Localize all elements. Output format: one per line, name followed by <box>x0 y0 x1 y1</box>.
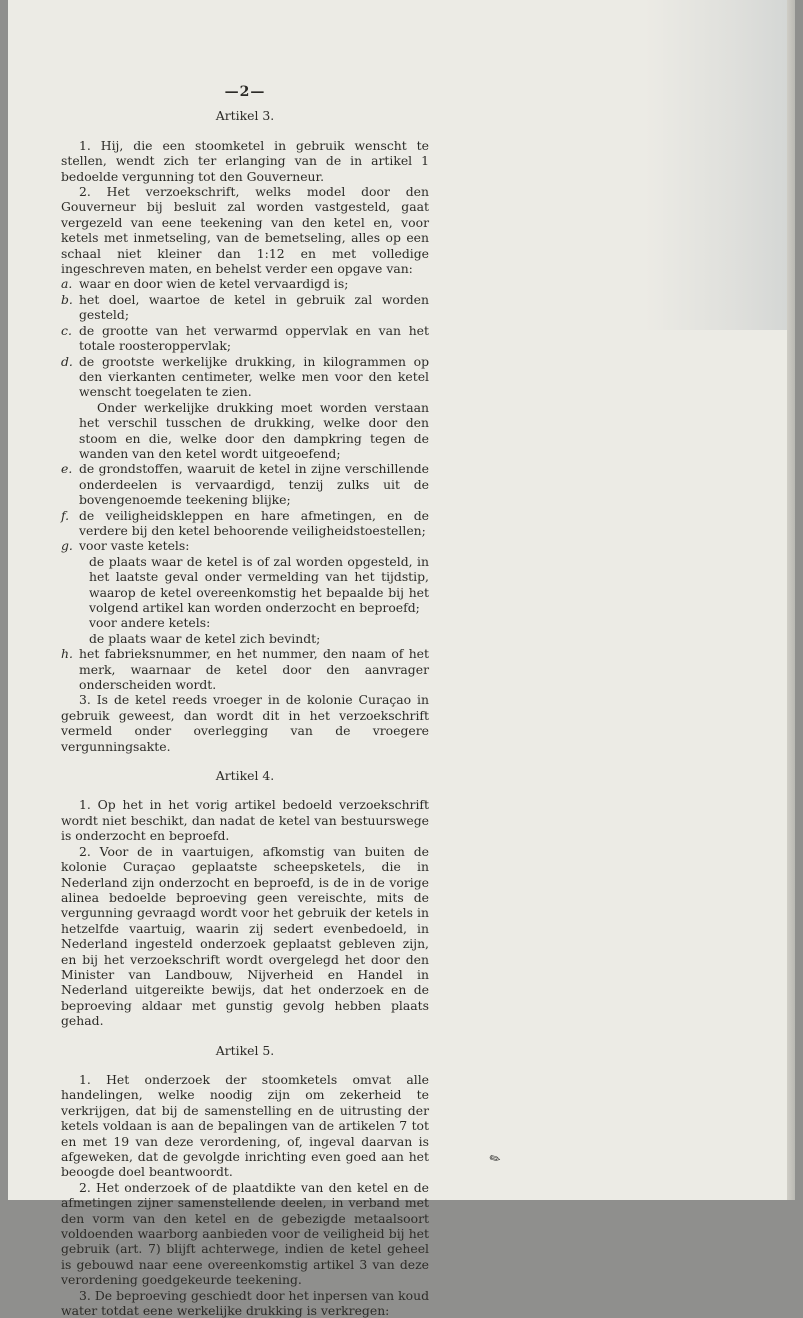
list-item: c. de grootte van het verwarmd oppervlak en van het totale roosteroppervlak; <box>61 322 429 354</box>
art4-paragraph-1: 1. Op het in het vorig artikel bedoeld verzoekschrift wordt niet beschikt, dan nadat de ketel van bestuurswege is onderzocht en beproefd. <box>61 797 429 844</box>
art4-paragraph-2: 2. Voor de in vaartuigen, afkomstig van buiten de kolonie Curaçao geplaatste scheepsketels, die in Nederland zijn onderzocht en beproefd, is de in de vorige alinea bedoelde beproeving geen vereischte, mits de vergunning gevraagd wordt voor het gebruik der ketels in hetzelfde vaartuig, waarin zij sedert evenbedoeld, in Nederland ingesteld onderzoek geplaatst gebleven zijn, en bij het verzoekschrift wordt overgelegd het door den Minister van Landbouw, Nijverheid en Handel in Nederland uitgereikte bewijs, dat het onderzoek en de beproeving aldaar met gunstig gevolg hebben plaats gehad. <box>61 843 429 1029</box>
page-number: —2— <box>224 84 266 100</box>
list-item: a. waar en door wien de ketel vervaardigd is; <box>61 276 349 292</box>
list-item: g. voor vaste ketels: <box>61 538 190 554</box>
page-edge <box>787 0 795 1200</box>
art5-paragraph-3: 3. De beproeving geschiedt door het inpersen van koud water totdat eene werkelijke drukking is verkregen: <box>61 1287 429 1318</box>
ink-speck-mark: ✎ <box>486 1150 504 1169</box>
document-text <box>61 85 429 1318</box>
art3-paragraph-3: 3. Is de ketel reeds vroeger in de kolonie Curaçao in gebruik geweest, dan wordt dit in het verzoekschrift vermeld onder overlegging van de vroegere vergunningsakte. <box>61 692 429 754</box>
list-item: e. de grondstoffen, waaruit de ketel in zijne verschillende onderdeelen is vervaardigd, tenzij zulks uit de bovengenoemde teekening blijke; <box>61 461 429 508</box>
article-5-heading: Artikel 5. <box>215 1042 275 1058</box>
art5-paragraph-1: 1. Het onderzoek der stoomketels omvat alle handelingen, welke noodig zijn om zekerheid te verkrijgen, dat bij de samenstelling en de uitrusting der ketels voldaan is aan de bepalingen van de artikelen 7 tot en met 19 van deze verordening, of, ingeval daarvan is afgeweken, dat de gevolgde inrichting even goed aan het beoogde doel beantwoordt. <box>61 1071 429 1180</box>
art3-paragraph-1: 1. Hij, die een stoomketel in gebruik wenscht te stellen, wendt zich ter erlanging van de in artikel 1 bedoelde vergunning tot den Gouverneur. <box>61 137 429 184</box>
art3-paragraph-2: 2. Het verzoekschrift, welks model door den Gouverneur bij besluit zal worden vastgesteld, gaat vergezeld van eene teekening van den ketel en, voor ketels met inmetseling, van de bemetseling, alles op een schaal niet kleiner dan 1:12 en met volledige ingeschreven maten, en behelst verder een opgave van: <box>61 184 429 277</box>
other-boilers-label: voor andere ketels: <box>89 615 211 631</box>
fixed-boilers-text: de plaats waar de ketel is of zal worden opgesteld, in het laatste geval onder vermelding van het tijdstip, waarop de ketel overeenkomstig het bepaalde bij het volgend artikel kan worden onderzocht en beproefd; <box>89 553 429 615</box>
show-through-area <box>645 0 795 330</box>
pressure-definition: Onder werkelijke drukking moet worden verstaan het verschil tusschen de drukking, welke door den stoom en die, welke door den dampkring tegen de wanden van den ketel wordt uitgeoefend; <box>79 399 429 461</box>
document-page <box>8 0 795 1318</box>
other-boilers-text: de plaats waar de ketel zich bevindt; <box>89 630 321 646</box>
list-item: b. het doel, waartoe de ketel in gebruik zal worden gesteld; <box>61 291 429 323</box>
list-item: h. het fabrieksnummer, en het nummer, den naam of het merk, waarnaar de ketel door den aanvrager onderscheiden wordt. <box>61 646 429 693</box>
art5-paragraph-2: 2. Het onderzoek of de plaatdikte van den ketel en de afmetingen zijner samenstellende deelen, in verband met den vorm van den ketel en de gebezigde metaalsoort voldoenden waarborg aanbieden voor de veiligheid bij het gebruik (art. 7) blijft achterwege, indien de ketel geheel is gebouwd naar eene overeenkomstig artikel 3 van deze verordening goedgekeurde teekening. <box>61 1179 429 1288</box>
article-4-heading: Artikel 4. <box>215 768 275 784</box>
list-item: d. de grootste werkelijke drukking, in kilogrammen op den vierkanten centimeter, welke men voor den ketel wenscht toegelaten te zien. <box>61 353 429 400</box>
article-3-heading: Artikel 3. <box>215 108 275 124</box>
list-item: f. de veiligheidskleppen en hare afmetingen, en de verdere bij den ketel behoorende veiligheidstoestellen; <box>61 507 429 538</box>
